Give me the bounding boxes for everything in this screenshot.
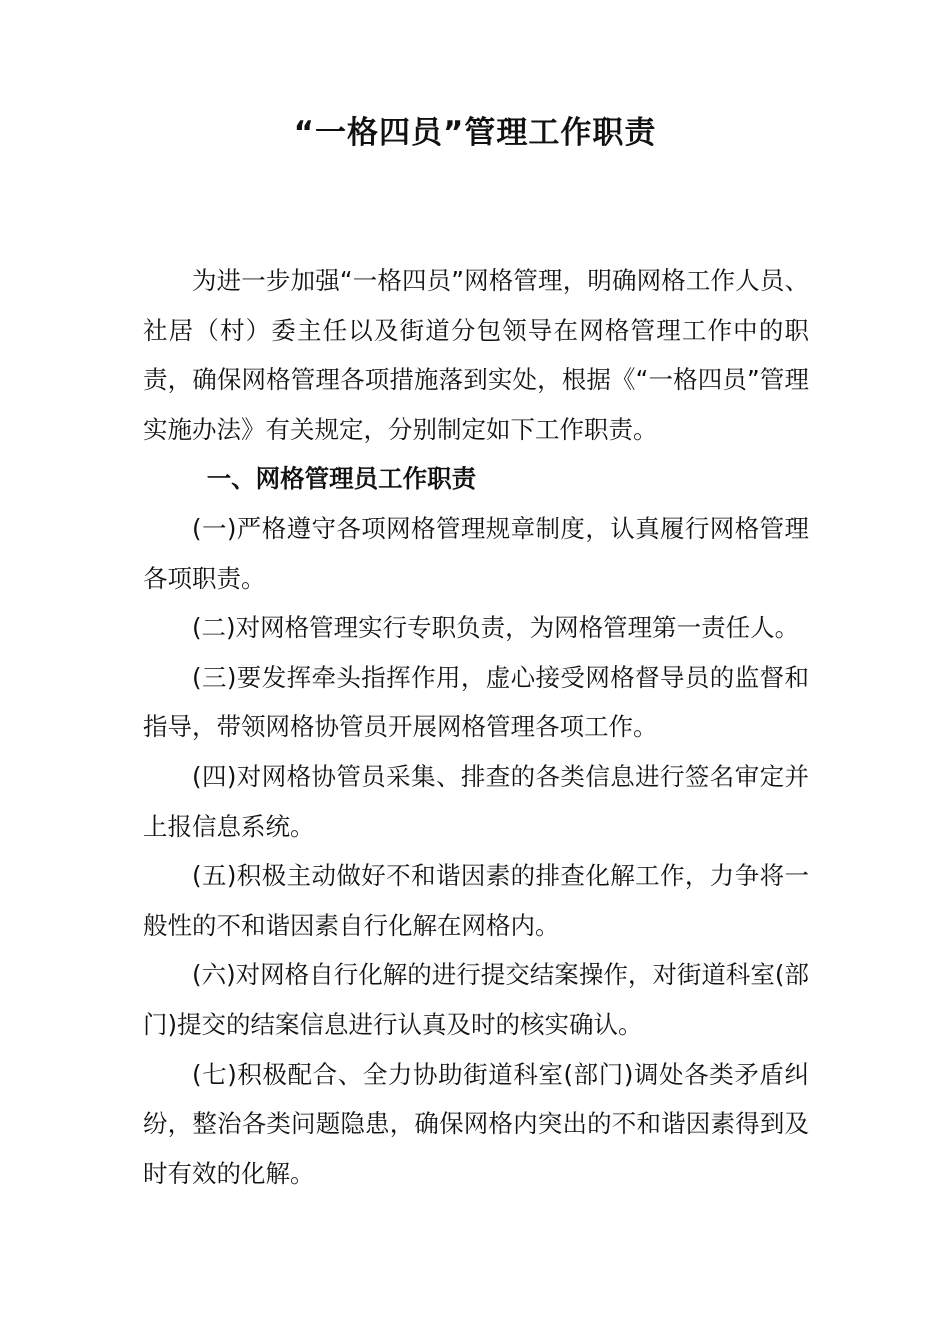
duty-item: (一)严格遵守各项网格管理规章制度，认真履行网格管理各项职责。: [143, 513, 809, 593]
duty-item: (三)要发挥牵头指挥作用，虚心接受网格督导员的监督和指导，带领网格协管员开展网格管理各项工作。: [143, 662, 809, 742]
duty-item: (五)积极主动做好不和谐因素的排查化解工作，力争将一般性的不和谐因素自行化解在网格内。: [143, 861, 809, 940]
duty-item: (六)对网格自行化解的进行提交结案操作，对街道科室(部门)提交的结案信息进行认真及时的核实确认。: [143, 960, 809, 1039]
document-body: [143, 256, 809, 1198]
duty-item: (四)对网格协管员采集、排查的各类信息进行签名审定并上报信息系统。: [143, 761, 809, 841]
duty-item: (七)积极配合、全力协助街道科室(部门)调处各类矛盾纠纷，整治各类问题隐患，确保网格内突出的不和谐因素得到及时有效的化解。: [143, 1059, 809, 1188]
duty-item: (二)对网格管理实行专职负责，为网格管理第一责任人。: [192, 613, 800, 643]
section-heading: 一、网格管理员工作职责: [206, 464, 477, 494]
document-title: “一格四员”管理工作职责: [293, 115, 657, 151]
intro-paragraph: 为进一步加强“一格四员”网格管理，明确网格工作人员、社居（村）委主任以及街道分包领导在网格管理工作中的职责，确保网格管理各项措施落到实处，根据《“一格四员”管理实施办法》有关规定，分别制定如下工作职责。: [143, 266, 809, 444]
